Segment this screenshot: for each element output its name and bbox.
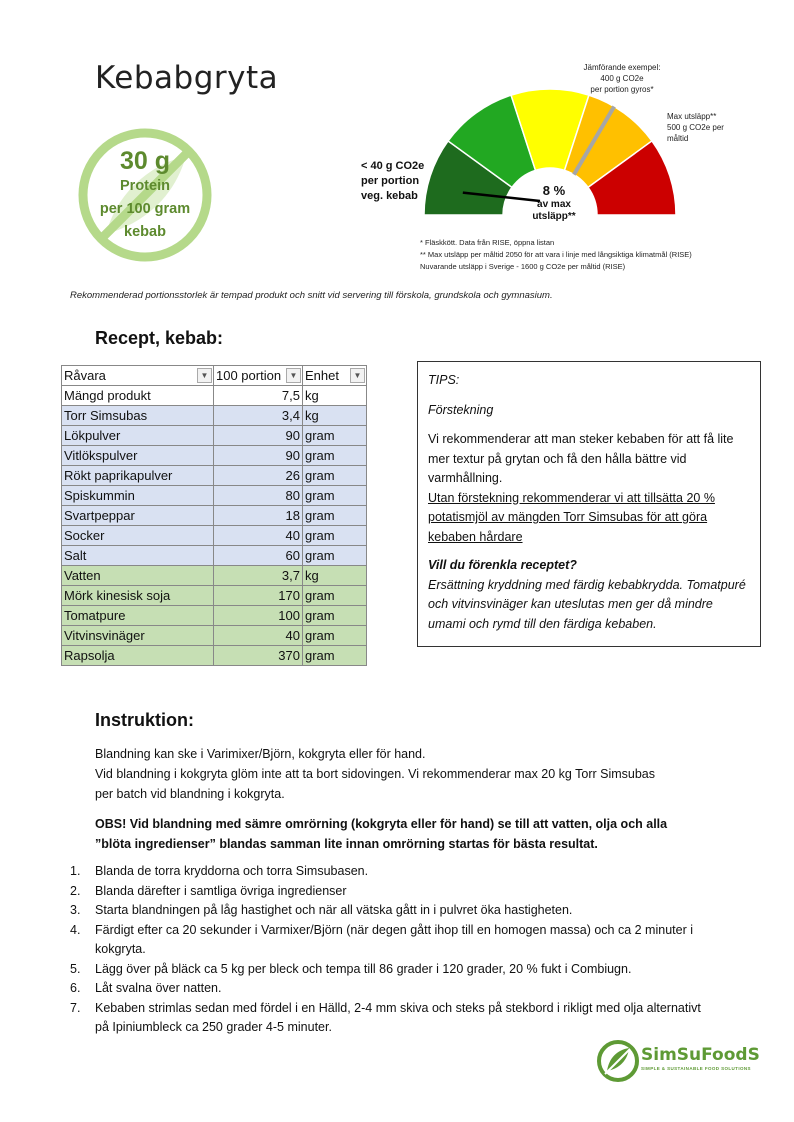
amount-cell: 90	[214, 446, 303, 466]
step-number: 7.	[70, 1000, 81, 1015]
protein-amount: 30 g	[119, 146, 171, 175]
table-header-row	[62, 366, 367, 386]
table-row	[62, 566, 367, 586]
ingredient-cell: Mörk kinesisk soja	[62, 586, 214, 606]
instruction-paragraph: Vid blandning i kokgryta glöm inte att ta bort sidovingen. Vi rekommenderar max 20 kg Torr Simsubas per batch vid blandning i kokgryta.	[95, 767, 656, 801]
step-text: Starta blandningen på låg hastighet och när all vätska gått in i pulvret öka hastigheten.	[95, 903, 573, 917]
table-row	[62, 406, 367, 426]
table-row	[62, 586, 367, 606]
table-row	[62, 486, 367, 506]
unit-cell: gram	[303, 526, 367, 546]
unit-cell: gram	[303, 626, 367, 646]
step-text: Lägg över på bläck ca 5 kg per bleck och tempa till 86 grader i 120 grader, 20 % fukt i Combiugn.	[95, 961, 632, 976]
tips-box	[417, 361, 761, 647]
protein-product: kebab	[124, 223, 166, 240]
list-item	[70, 979, 710, 999]
filter-dropdown-icon[interactable]: ▼	[350, 368, 365, 383]
filter-dropdown-icon[interactable]: ▼	[286, 368, 301, 383]
amount-cell: 60	[214, 546, 303, 566]
step-text: Låt svalna över natten.	[95, 981, 222, 995]
filter-dropdown-icon[interactable]: ▼	[197, 368, 212, 383]
compare-line: 400 g CO2e	[600, 74, 644, 83]
gauge-max-label	[667, 111, 724, 144]
unit-cell: gram	[303, 646, 367, 666]
step-number: 4.	[70, 922, 81, 937]
table-row	[62, 446, 367, 466]
recipe-table	[61, 365, 367, 666]
simplify-title: Vill du förenkla receptet?	[428, 558, 577, 572]
gauge-compare-label	[578, 62, 666, 95]
ingredient-cell: Salt	[62, 546, 214, 566]
gauge-footnotes	[420, 237, 692, 273]
percent-sub: utsläpp**	[532, 211, 576, 222]
unit-cell: kg	[303, 406, 367, 426]
unit-cell: kg	[303, 566, 367, 586]
unit-cell: gram	[303, 466, 367, 486]
compare-line: per portion gyros*	[590, 85, 654, 94]
instruction-heading: Instruktion:	[95, 710, 194, 730]
amount-cell: 26	[214, 466, 303, 486]
ingredient-cell: Torr Simsubas	[62, 406, 214, 426]
gauge-left-label	[361, 159, 424, 204]
ingredient-cell: Vatten	[62, 566, 214, 586]
amount-cell: 3,7	[214, 566, 303, 586]
unit-cell: gram	[303, 486, 367, 506]
table-row	[62, 386, 367, 406]
list-item	[70, 862, 710, 882]
footnote: Nuvarande utsläpp i Sverige - 1600 g CO2e per måltid (RISE)	[420, 262, 626, 271]
instruction-obs: OBS! Vid blandning med sämre omrörning (kokgryta eller för hand) se till att vatten, olja och alla ”blöta ingredienser” blandas samman lite innan omrörning startas för bästa resultat.	[95, 817, 668, 851]
tips-subtitle: Förstekning	[428, 402, 494, 417]
table-row	[62, 546, 367, 566]
protein-label: Protein	[120, 177, 170, 194]
header-cell-portion[interactable]	[214, 366, 303, 386]
step-number: 3.	[70, 903, 81, 917]
amount-cell: 370	[214, 646, 303, 666]
table-row	[62, 626, 367, 646]
step-number: 1.	[70, 864, 81, 878]
list-item	[70, 921, 710, 960]
step-number: 5.	[70, 961, 81, 976]
table-row	[62, 506, 367, 526]
unit-cell: gram	[303, 506, 367, 526]
amount-cell: 90	[214, 426, 303, 446]
header-cell-ravara[interactable]	[62, 366, 214, 386]
left-line: < 40 g CO2e	[361, 160, 425, 172]
protein-per: per 100 gram	[99, 200, 191, 217]
percent-sub: av max	[537, 199, 571, 210]
recipe-heading: Recept, kebab:	[95, 328, 224, 348]
ingredient-cell: Vitvinsvinäger	[62, 626, 214, 646]
list-item	[70, 901, 710, 921]
table-row	[62, 466, 367, 486]
unit-cell: gram	[303, 606, 367, 626]
portion-note: Rekommenderad portionsstorlek är tempad produkt och snitt vid servering till förskola, grundskola och gymnasium.	[70, 290, 553, 301]
ingredient-cell: Vitlökspulver	[62, 446, 214, 466]
simplify-text: Ersättning kryddning med färdig kebabkrydda. Tomatpuré och vitvinsvinäger kan uteslutas men ger då mindre umami och rymd till den färdiga kebaben.	[428, 577, 746, 631]
header-cell-enhet[interactable]	[303, 366, 367, 386]
ingredient-cell: Lökpulver	[62, 426, 214, 446]
max-line: Max utsläpp**	[667, 112, 717, 121]
max-line: 500 g CO2e per	[667, 123, 724, 132]
ingredient-cell: Rökt paprikapulver	[62, 466, 214, 486]
tips-underlined-paragraph: Utan förstekning rekommenderar vi att tillsätta 20 % potatismjöl av mängden Torr Simsubas för att göra kebaben hårdare	[428, 490, 715, 544]
left-line: per portion	[361, 175, 420, 187]
amount-cell: 40	[214, 526, 303, 546]
left-line: veg. kebab	[361, 190, 418, 202]
ingredient-cell: Svartpeppar	[62, 506, 214, 526]
amount-cell: 80	[214, 486, 303, 506]
ingredient-cell: Spiskummin	[62, 486, 214, 506]
table-row	[62, 426, 367, 446]
compare-line: Jämförande exempel:	[583, 63, 661, 72]
table-row	[62, 606, 367, 626]
header-label: Enhet	[305, 368, 339, 383]
percent-value: 8 %	[542, 183, 566, 198]
amount-cell: 170	[214, 586, 303, 606]
instruction-paragraph: Blandning kan ske i Varimixer/Björn, kokgryta eller för hand.	[95, 747, 426, 761]
unit-cell: kg	[303, 386, 367, 406]
step-number: 2.	[70, 883, 81, 898]
ingredient-cell: Socker	[62, 526, 214, 546]
page-title: Kebabgryta	[95, 60, 279, 96]
tips-paragraph: Vi rekommenderar att man steker kebaben för att få lite mer textur på grytan och få den hålla bättre vid varmhållning.	[428, 432, 734, 485]
amount-cell: 100	[214, 606, 303, 626]
protein-badge	[76, 126, 214, 264]
unit-cell: gram	[303, 586, 367, 606]
step-text: Kebaben strimlas sedan med fördel i en Hälld, 2-4 mm skiva och steks på stekbord i rikligt med olja alternativt på Ipiniumbleck ca 250 grader 4-5 minuter.	[95, 1000, 701, 1034]
logo-tagline: SIMPLE & SUSTAINABLE FOOD SOLUTIONS	[641, 1066, 751, 1071]
gauge-percent	[512, 183, 596, 223]
amount-cell: 18	[214, 506, 303, 526]
ingredient-cell: Tomatpure	[62, 606, 214, 626]
step-text: Blanda därefter i samtliga övriga ingredienser	[95, 883, 347, 898]
unit-cell: gram	[303, 546, 367, 566]
list-item	[70, 999, 710, 1038]
header-label: Råvara	[64, 368, 106, 383]
unit-cell: gram	[303, 426, 367, 446]
amount-cell: 7,5	[214, 386, 303, 406]
step-number: 6.	[70, 981, 81, 995]
instruction-steps	[70, 862, 710, 1038]
ingredient-cell: Mängd produkt	[62, 386, 214, 406]
max-line: måltid	[667, 134, 689, 143]
list-item	[70, 882, 710, 902]
footnote: ** Max utsläpp per måltid 2050 för att vara i linje med långsiktiga klimatmål (RISE)	[420, 250, 692, 259]
amount-cell: 3,4	[214, 406, 303, 426]
footnote: * Fläskkött. Data från RISE, öppna listan	[420, 238, 555, 247]
list-item	[70, 960, 710, 980]
ingredient-cell: Rapsolja	[62, 646, 214, 666]
amount-cell: 40	[214, 626, 303, 646]
logo-name: SimSuFoodS	[641, 1045, 760, 1065]
unit-cell: gram	[303, 446, 367, 466]
step-text: Färdigt efter ca 20 sekunder i Varmixer/Björn (när degen gått ihop till en homogen massa) och ca 2 minuter i kokgryta.	[95, 922, 693, 956]
table-row	[62, 646, 367, 666]
tips-title: TIPS:	[428, 373, 460, 387]
header-label: 100 portion	[216, 368, 282, 383]
step-text: Blanda de torra kryddorna och torra Simsubasen.	[95, 864, 369, 878]
table-row	[62, 526, 367, 546]
